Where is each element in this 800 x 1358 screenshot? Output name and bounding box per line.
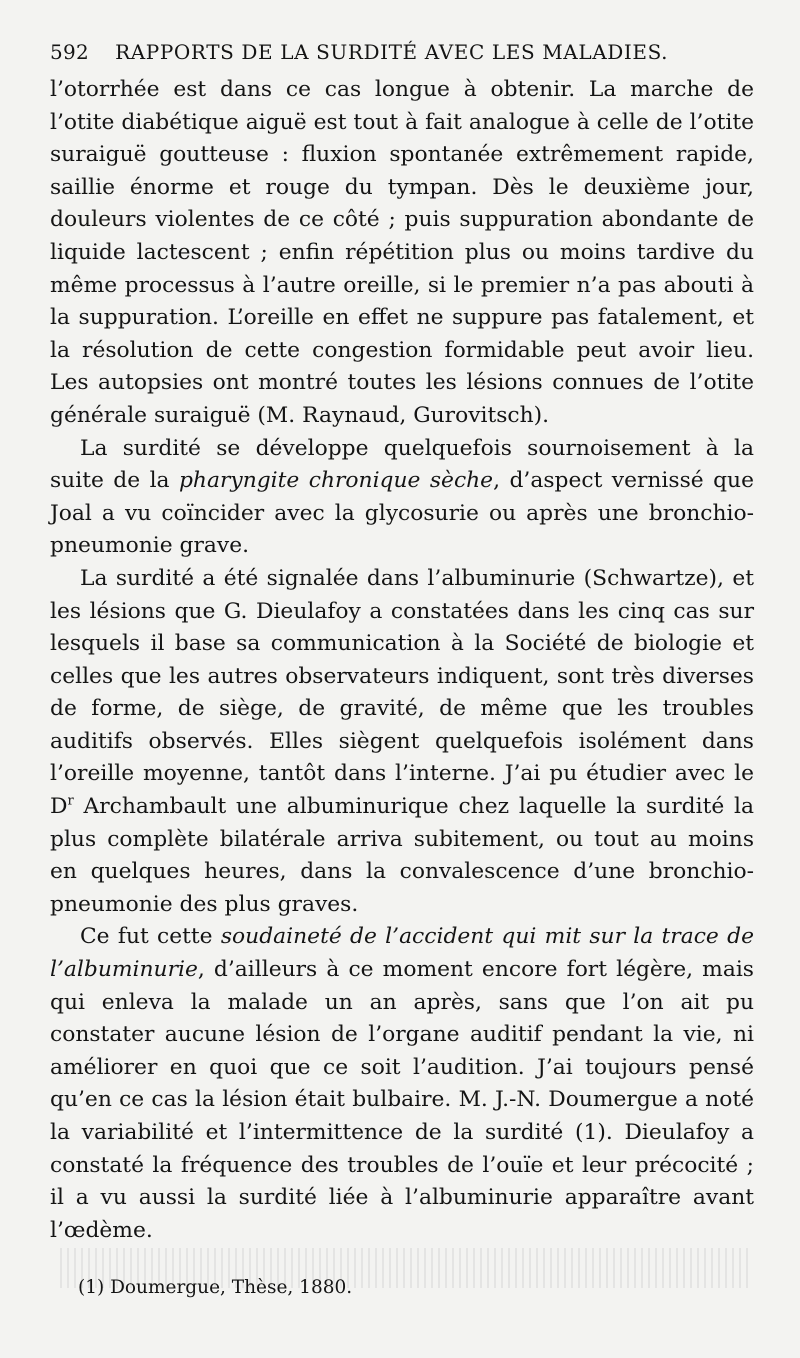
paragraph-4-emphasis: soudaineté de l’accident qui mit sur la trace de l’albuminurie: [50, 924, 754, 983]
paragraph-2: [50, 433, 754, 563]
paragraph-2-text-a: La surdité se développe quelquefois sournoisement à la suite de la: [50, 435, 754, 494]
paragraph-1: l’otorrhée est dans ce cas longue à obtenir. La marche de l’otite diabétique aiguë est tout à fait analogue à celle de l’otite suraiguë goutteuse : fluxion spontanée extrêmement rapide, saillie énorme et rouge du tympan. Dès le deuxième jour, douleurs violentes de ce côté ; puis suppuration abondante de liquide lactescent ; enfin répétition plus ou moins tardive du même processus à l’autre oreille, si le premier n’a pas abouti à la suppuration. L’oreille en effet ne suppure pas fatalement, et la résolution de cette congestion formidable peut avoir lieu. Les autopsies ont montré toutes les lésions connues de l’otite générale suraiguë (M. Raynaud, Gurovitsch).: [50, 77, 754, 428]
running-title: RAPPORTS DE LA SURDITÉ AVEC LES MALADIES.: [115, 40, 669, 64]
paragraph-4-text-a: Ce fut cette: [80, 924, 221, 950]
paragraph-2-emphasis: pharyngite chronique sèche: [178, 468, 494, 494]
paragraph-3: [50, 563, 754, 922]
running-head: [50, 40, 754, 64]
page-number: 592: [50, 40, 90, 64]
paragraph-3-superscript: r: [67, 793, 74, 809]
paragraph-3-text-b: Archambault une albuminurique chez laquelle la surdité la plus complète bilatérale arriva subitement, ou tout au moins en quelques heures, dans la convalescence d’une bronchio-pneumonie des plus graves.: [50, 794, 754, 917]
paragraph-3-text-a: La surdité a été signalée dans l’albuminurie (Schwartze), et les lésions que G. Dieulafoy a constatées dans les cinq cas sur lesquels il base sa communication à la Société de biologie et celles que les autres observateurs indiquent, sont très diverses de forme, de siège, de gravité, de même que les troubles auditifs observés. Elles siègent quelquefois isolément dans l’oreille moyenne, tantôt dans l’interne. J’ai pu étudier avec le D: [50, 565, 754, 820]
show-through-texture: [60, 1248, 750, 1288]
paragraph-4: [50, 921, 754, 1247]
paragraph-4-text-b: , d’ailleurs à ce moment encore fort légère, mais qui enleva la malade un an après, sans que l’on ait pu constater aucune lésion de l’organe auditif pendant la vie, ni améliorer en quoi que ce soit l’audition. J’ai toujours pensé qu’en ce cas la lésion était bulbaire. M. J.-N. Doumergue a noté la variabilité et l’intermittence de la surdité (1). Dieulafoy a constaté la fréquence des troubles de l’ouïe et leur précocité ; il a vu aussi la surdité liée à l’albuminurie apparaître avant l’œdème.: [50, 957, 754, 1243]
body-text: [50, 74, 754, 1247]
paragraph-2-text-b: , d’aspect vernissé que Joal a vu coïncider avec la glycosurie ou après une bronchio-pneumonie grave.: [50, 468, 754, 559]
footnote-1: (1) Doumergue, Thèse, 1880.: [78, 1277, 353, 1299]
